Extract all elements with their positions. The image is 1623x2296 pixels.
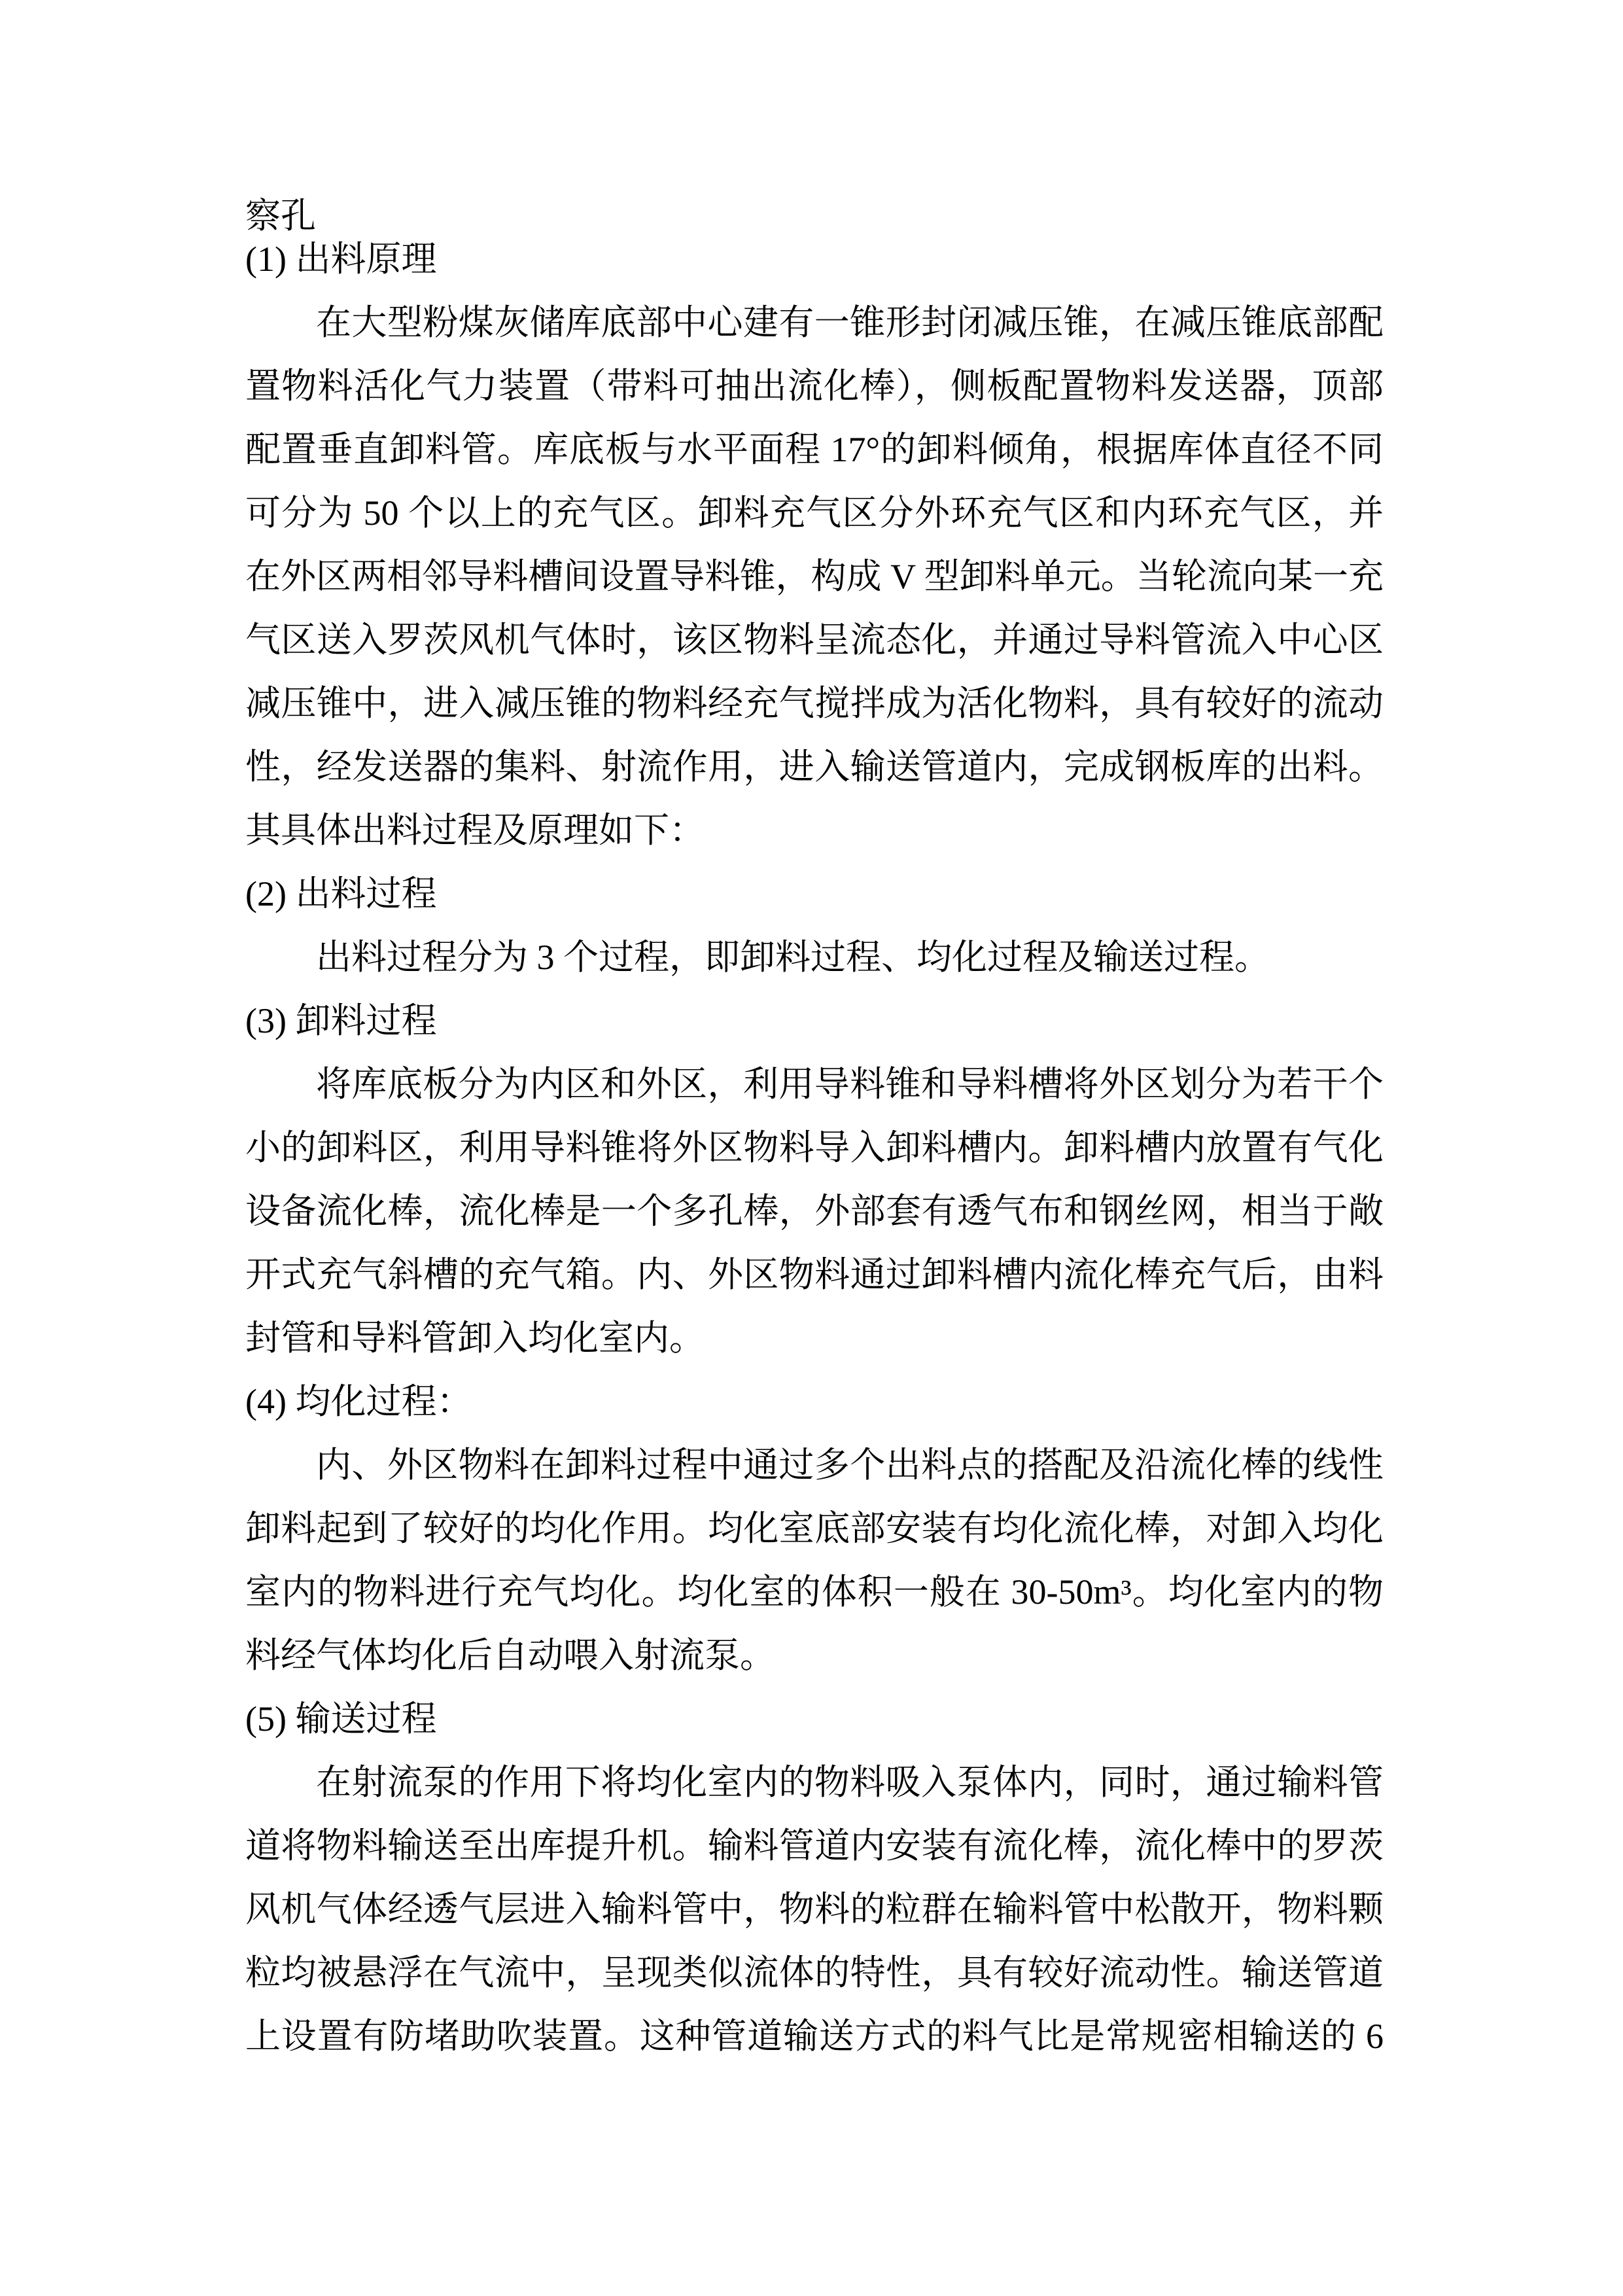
- text-line: (4) 均化过程：: [245, 1382, 472, 1421]
- text-line: (1) 出料原理: [245, 239, 437, 279]
- text-line: 在大型粉煤灰储库底部中心建有一锥形封闭减压锥，在减压锥底部配: [316, 303, 1384, 342]
- text-line: 风机气体经透气层进入输料管中，物料的粒群在输料管中松散开，物料颗: [245, 1890, 1384, 1929]
- text-line: 封管和导料管卸入均化室内。: [245, 1318, 705, 1358]
- text-line: 道将物料输送至出库提升机。输料管道内安装有流化棒，流化棒中的罗茨: [245, 1826, 1384, 1865]
- text-line: 上设置有防堵助吹装置。这种管道输送方式的料气比是常规密相输送的 6: [245, 2017, 1384, 2056]
- heading-block: [245, 194, 1384, 281]
- text-line: 卸料起到了较好的均化作用。均化室底部安装有均化流化棒，对卸入均化: [245, 1509, 1384, 1548]
- text-line: (3) 卸料过程: [245, 1001, 437, 1040]
- text-line: 置物料活化气力装置（带料可抽出流化棒），侧板配置物料发送器，顶部: [245, 366, 1384, 406]
- text-line: 其具体出料过程及原理如下：: [245, 811, 705, 850]
- text-line: 在外区两相邻导料槽间设置导料锥，构成 V 型卸料单元。当轮流向某一充: [245, 557, 1384, 596]
- text-line: 可分为 50 个以上的充气区。卸料充气区分外环充气区和内环充气区，并: [245, 493, 1384, 533]
- text-line: 将库底板分为内区和外区，利用导料锥和导料槽将外区划分为若干个: [316, 1065, 1384, 1104]
- text-line: 气区送入罗茨风机气体时，该区物料呈流态化，并通过导料管流入中心区: [245, 620, 1384, 660]
- text-line: 减压锥中，进入减压锥的物料经充气搅拌成为活化物料，具有较好的流动: [245, 684, 1384, 723]
- text-line: 粒均被悬浮在气流中，呈现类似流体的特性，具有较好流动性。输送管道: [245, 1953, 1384, 1992]
- text-line: 开式充气斜槽的充气箱。内、外区物料通过卸料槽内流化棒充气后，由料: [245, 1255, 1384, 1294]
- text-line: 性，经发送器的集料、射流作用，进入输送管道内，完成钢板库的出料。: [245, 747, 1384, 786]
- text-line: 料经气体均化后自动喂入射流泵。: [245, 1636, 775, 1675]
- text-line: (2) 出料过程: [245, 874, 437, 913]
- text-line: 察孔: [245, 196, 316, 236]
- document-content: [245, 194, 1384, 2068]
- text-line: 内、外区物料在卸料过程中通过多个出料点的搭配及沿流化棒的线性: [316, 1445, 1384, 1485]
- text-line: 小的卸料区，利用导料锥将外区物料导入卸料槽内。卸料槽内放置有气化: [245, 1128, 1384, 1167]
- text-line: 设备流化棒，流化棒是一个多孔棒，外部套有透气布和钢丝网，相当于敞: [245, 1192, 1384, 1231]
- text-line: 配置垂直卸料管。库底板与水平面程 17°的卸料倾角，根据库体直径不同: [245, 430, 1384, 469]
- text-line: 在射流泵的作用下将均化室内的物料吸入泵体内，同时，通过输料管: [316, 1763, 1384, 1802]
- text-line: 出料过程分为 3 个过程，即卸料过程、均化过程及输送过程。: [316, 938, 1270, 977]
- body-block: [245, 291, 1384, 2068]
- text-line: 室内的物料进行充气均化。均化室的体积一般在 30-50m³。均化室内的物: [245, 1572, 1384, 1612]
- text-line: (5) 输送过程: [245, 1699, 437, 1739]
